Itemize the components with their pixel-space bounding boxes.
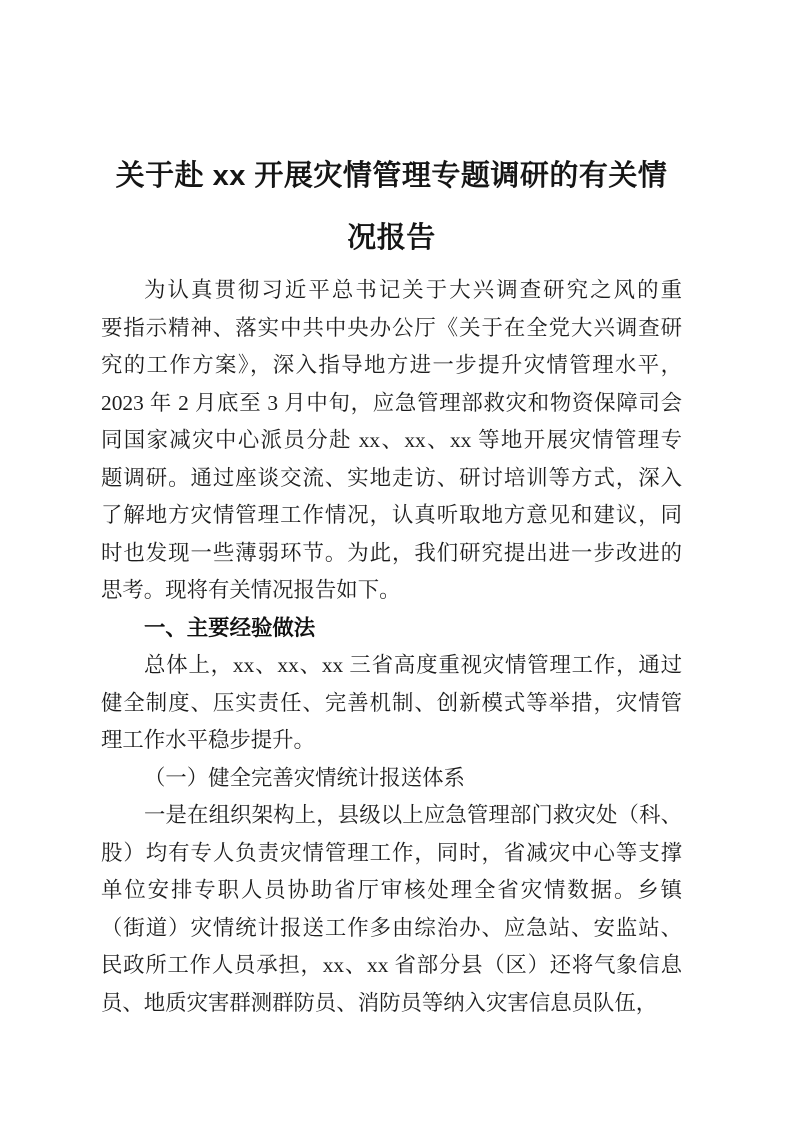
- paragraph: [101, 272, 682, 610]
- text-line: 总体上，xx、xx、xx 三省高度重视灾情管理工作，通过: [144, 653, 682, 677]
- text-line: 究的工作方案》，深入指导地方进一步提升灾情管理水平，: [101, 353, 682, 377]
- text-line: 民政所工作人员承担，xx、xx 省部分县（区）还将气象信息: [101, 953, 682, 977]
- text-line: 了解地方灾情管理工作情况，认真听取地方意见和建议，同: [101, 503, 682, 527]
- text-line: （一）健全完善灾情统计报送体系: [144, 765, 465, 790]
- text-line: 时也发现一些薄弱环节。为此，我们研究提出进一步改进的: [101, 540, 682, 565]
- text-line: 员、地质灾害群测群防员、消防员等纳入灾害信息员队伍，: [101, 990, 658, 1015]
- text-line: 一、主要经验做法: [144, 615, 316, 640]
- paragraph: [101, 797, 682, 1022]
- text-line: 单位安排专职人员协助省厅审核处理全省灾情数据。乡镇: [101, 878, 682, 902]
- text-line: 为认真贯彻习近平总书记关于大兴调查研究之风的重: [144, 278, 682, 302]
- paragraph: [101, 647, 682, 760]
- section-heading2: [101, 760, 682, 798]
- text-line: 健全制度、压实责任、完善机制、创新模式等举措，灾情管: [101, 690, 682, 715]
- text-line: 思考。现将有关情况报告如下。: [101, 578, 401, 602]
- title-line-1: 关于赴 xx 开展灾情管理专题调研的有关情: [115, 160, 668, 192]
- document-title: [101, 145, 682, 269]
- text-line: 股）均有专人负责灾情管理工作，同时，省减灾中心等支撑: [101, 840, 682, 865]
- text-line: 同国家减灾中心派员分赴 xx、xx、xx 等地开展灾情管理专: [101, 428, 682, 452]
- document-body: [101, 272, 682, 1022]
- title-line-2: 况报告: [347, 222, 436, 254]
- section-heading1: [101, 610, 682, 648]
- text-line: 理工作水平稳步提升。: [101, 728, 315, 752]
- text-line: 一是在组织架构上，县级以上应急管理部门救灾处（科、: [144, 803, 682, 827]
- text-line: （街道）灾情统计报送工作多由综治办、应急站、安监站、: [101, 915, 682, 940]
- text-line: 2023 年 2 月底至 3 月中旬，应急管理部救灾和物资保障司会: [101, 390, 682, 415]
- text-line: 题调研。通过座谈交流、实地走访、研讨培训等方式，深入: [101, 465, 682, 490]
- text-line: 要指示精神、落实中共中央办公厅《关于在全党大兴调查研: [101, 315, 682, 340]
